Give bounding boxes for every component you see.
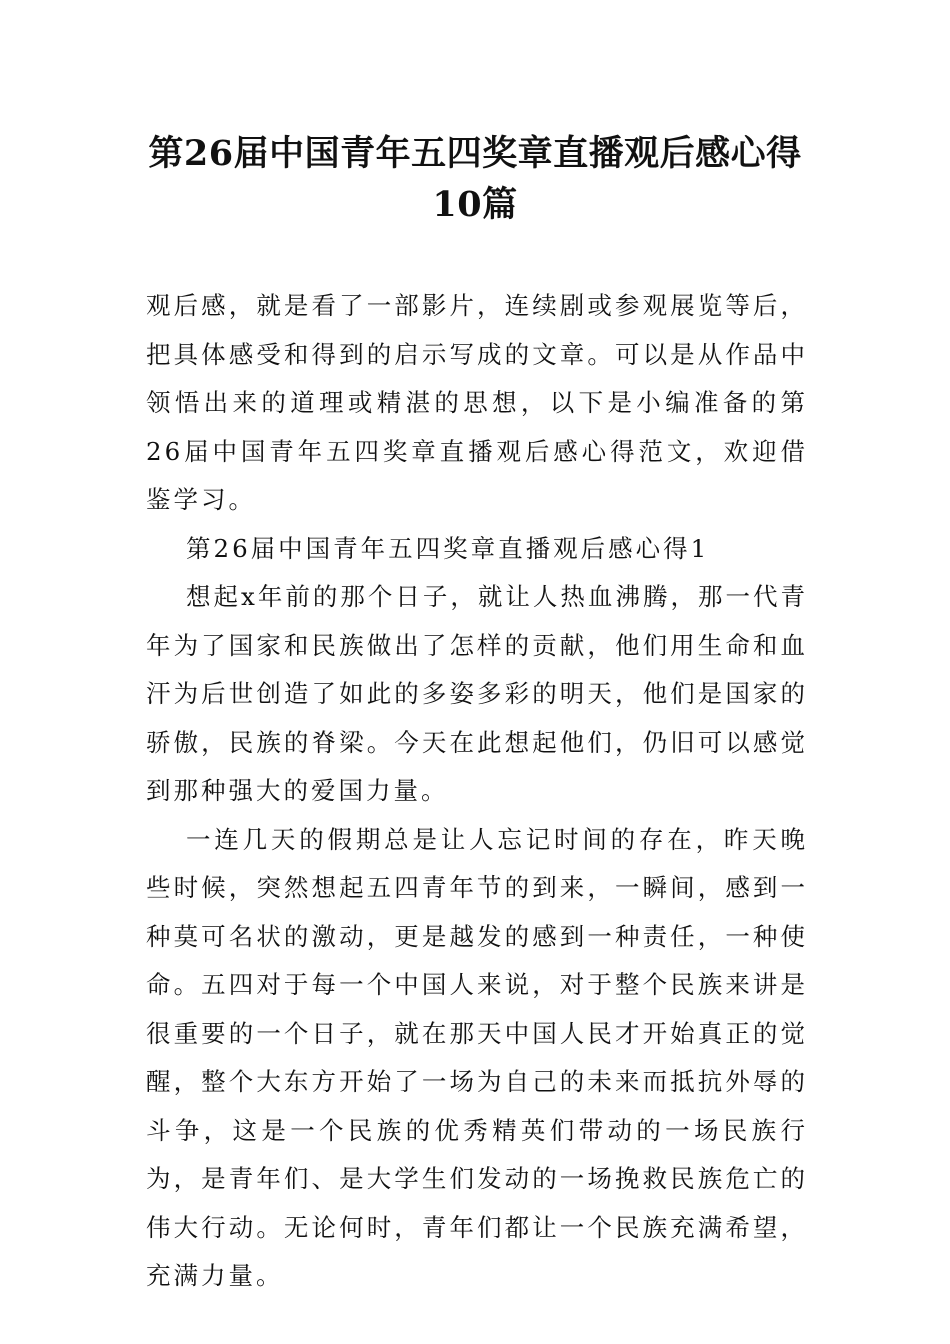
section-heading: 第26届中国青年五四奖章直播观后感心得1 bbox=[186, 533, 710, 563]
body-paragraph-2: 一连几天的假期总是让人忘记时间的存在，昨天晚些时候，突然想起五四青年节的到来，一瞬间，感到一种莫可名状的激动，更是越发的感到一种责任，一种使命。五四对于每一个中国人来说，对于整个民族来讲是很重要的一个日子，就在那天中国人民才开始真正的觉醒，整个大东方开始了一场为自己的未来而抵抗外辱的斗争，这是一个民族的优秀精英们带动的一场民族行为，是青年们、是大学生们发动的一场挽救民族危亡的伟大行动。无论何时，青年们都让一个民族充满希望，充满力量。 bbox=[146, 824, 808, 1290]
document-body bbox=[146, 282, 808, 1301]
title-line-2: 10篇 bbox=[432, 184, 518, 225]
body-paragraph-1: 想起x年前的那个日子，就让人热血沸腾，那一代青年为了国家和民族做出了怎样的贡献，他们用生命和血汗为后世创造了如此的多姿多彩的明天，他们是国家的骄傲，民族的脊梁。今天在此想起他们，仍旧可以感觉到那种强大的爱国力量。 bbox=[146, 582, 808, 805]
intro-paragraph: 观后感，就是看了一部影片，连续剧或参观展览等后，把具体感受和得到的启示写成的文章。可以是从作品中领悟出来的道理或精湛的思想，以下是小编准备的第26届中国青年五四奖章直播观后感心得范文，欢迎借鉴学习。 bbox=[146, 291, 808, 514]
document-title bbox=[100, 128, 850, 230]
title-line-1: 第26届中国青年五四奖章直播观后感心得 bbox=[148, 133, 802, 174]
